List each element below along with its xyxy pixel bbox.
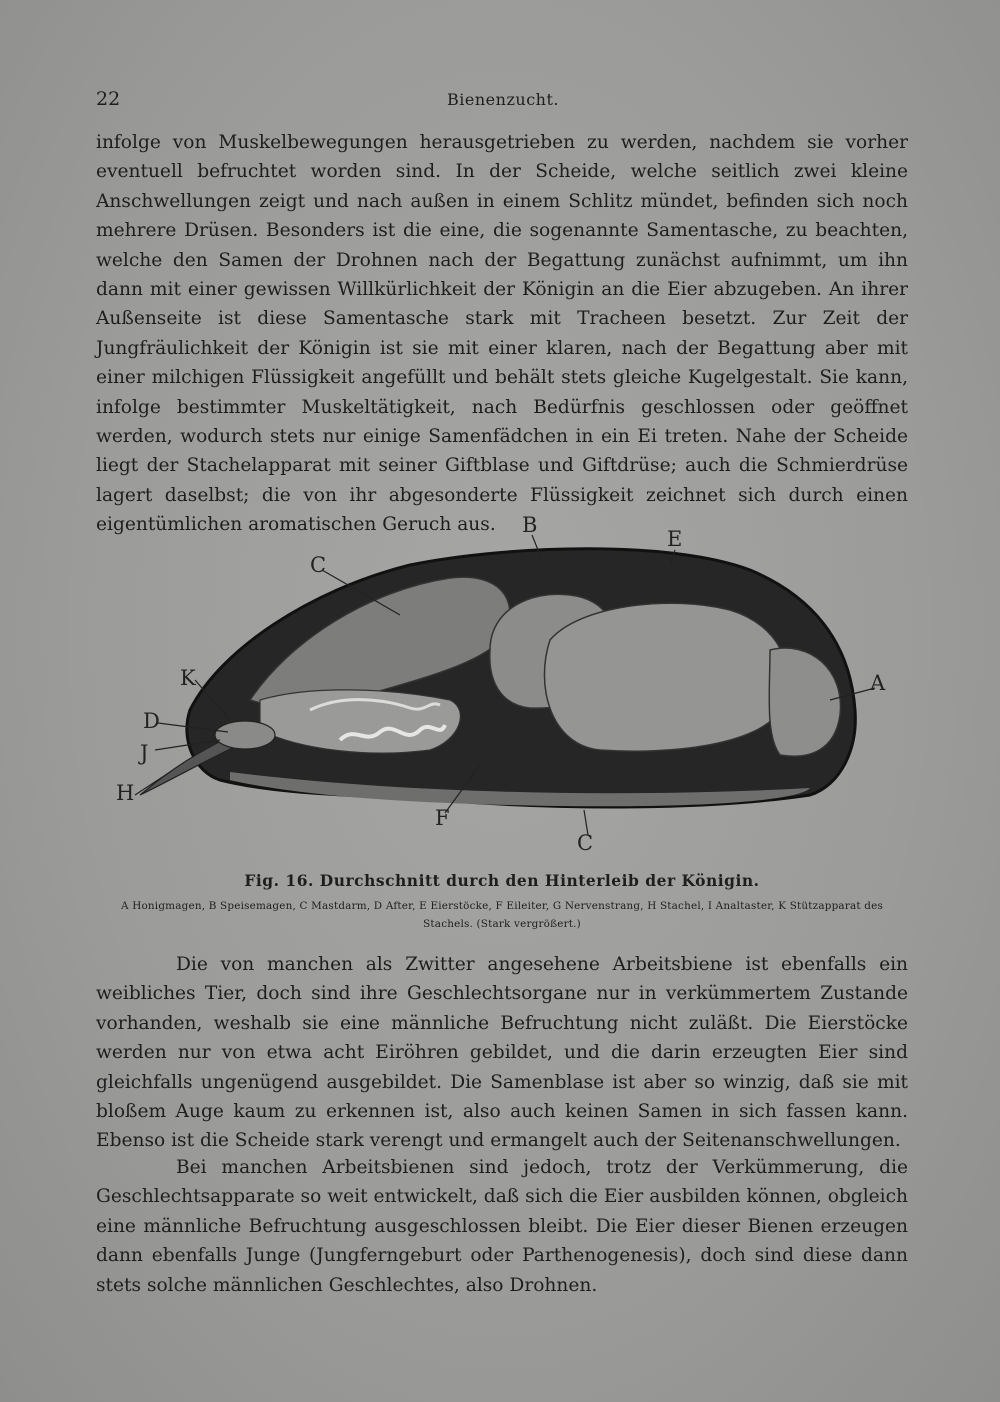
label-K: K	[180, 666, 196, 690]
running-head: Bienenzucht.	[447, 90, 559, 109]
label-H: H	[116, 781, 135, 805]
label-C-lower: C	[577, 831, 594, 855]
paragraph-1: infolge von Muskelbewegungen herausgetrieben zu werden, nachdem sie vorher eventuell befruchtet worden sind. In der Scheide, welche seitlich zwei kleine Anschwellungen zeigt und nach außen in einem Schlitz mündet, befinden sich noch mehrere Drüsen. Besonders ist die eine, die sogenannte Samentasche, zu beachten, welche den Samen der Drohnen nach der Begattung zunächst aufnimmt, um ihn dann mit einer gewissen Willkürlichkeit der Königin an die Eier abzugeben. An ihrer Außenseite ist diese Samentasche stark mit Tracheen besetzt. Zur Zeit der Jungfräulichkeit der Königin ist sie mit einer klaren, nach der Begattung aber mit einer milchigen Flüssigkeit angefüllt und behält stets gleiche Kugelgestalt. Sie kann, infolge bestimmter Muskeltätigkeit, nach Bedürfnis geschlossen oder geöffnet werden, wodurch stets nur einige Samenfädchen in ein Ei treten. Nahe der Scheide liegt der Stachelapparat mit seiner Giftblase und Giftdrüse; auch die Schmierdrüse lagert daselbst; die von ihr abgesonderte Flüssigkeit zeichnet sich durch einen eigentümlichen aromatischen Geruch aus.	[96, 132, 908, 536]
label-D: D	[143, 709, 160, 733]
paragraph-3: Bei manchen Arbeitsbienen sind jedoch, trotz der Verkümmerung, die Geschlechtsapparate so weit entwickelt, daß sich die Eier ausbilden können, obgleich eine männliche Befruchtung ausgeschlossen bleibt. Die Eier dieser Bienen erzeugen dann ebenfalls Junge (Jungferngeburt oder Parthenogenesis), doch sind diese dann stets solche männlichen Geschlechtes, also Drohnen.	[96, 1157, 908, 1296]
figure-16	[110, 510, 910, 855]
label-B: B	[522, 513, 538, 537]
figure-caption-legend: A Honigmagen, B Speisemagen, C Mastdarm, D After, E Eierstöcke, F Eileiter, G Nervenstrang, H Stachel, I Analtaster, K Stützapparat des Stachels. (Stark vergrößert.)	[120, 900, 883, 930]
page-number: 22	[96, 88, 121, 110]
label-J: J	[140, 741, 149, 765]
label-A: A	[870, 671, 886, 695]
anatomical-illustration	[110, 510, 910, 855]
label-F: F	[435, 806, 450, 830]
figure-caption-title: Fig. 16. Durchschnitt durch den Hinterleib der Königin.	[244, 871, 760, 890]
sting-sheath	[215, 721, 275, 749]
label-E: E	[667, 527, 683, 551]
paragraph-2: Die von manchen als Zwitter angesehene Arbeitsbiene ist ebenfalls ein weibliches Tier, doch sind ihre Geschlechtsorgane nur in verkümmertem Zustande vorhanden, weshalb sie eine männliche Befruchtung nicht zuläßt. Die Eierstöcke werden nur von etwa acht Eiröhren gebildet, und die darin erzeugten Eier sind gleichfalls ungenügend ausgebildet. Die Samenblase ist aber so winzig, daß sie mit bloßem Auge kaum zu erkennen ist, also auch keinen Samen in sich fassen kann. Ebenso ist die Scheide stark verengt und ermangelt auch der Seitenanschwellungen.	[96, 954, 908, 1152]
label-C: C	[310, 553, 327, 577]
ovaries	[544, 603, 787, 751]
page-header	[96, 88, 910, 114]
